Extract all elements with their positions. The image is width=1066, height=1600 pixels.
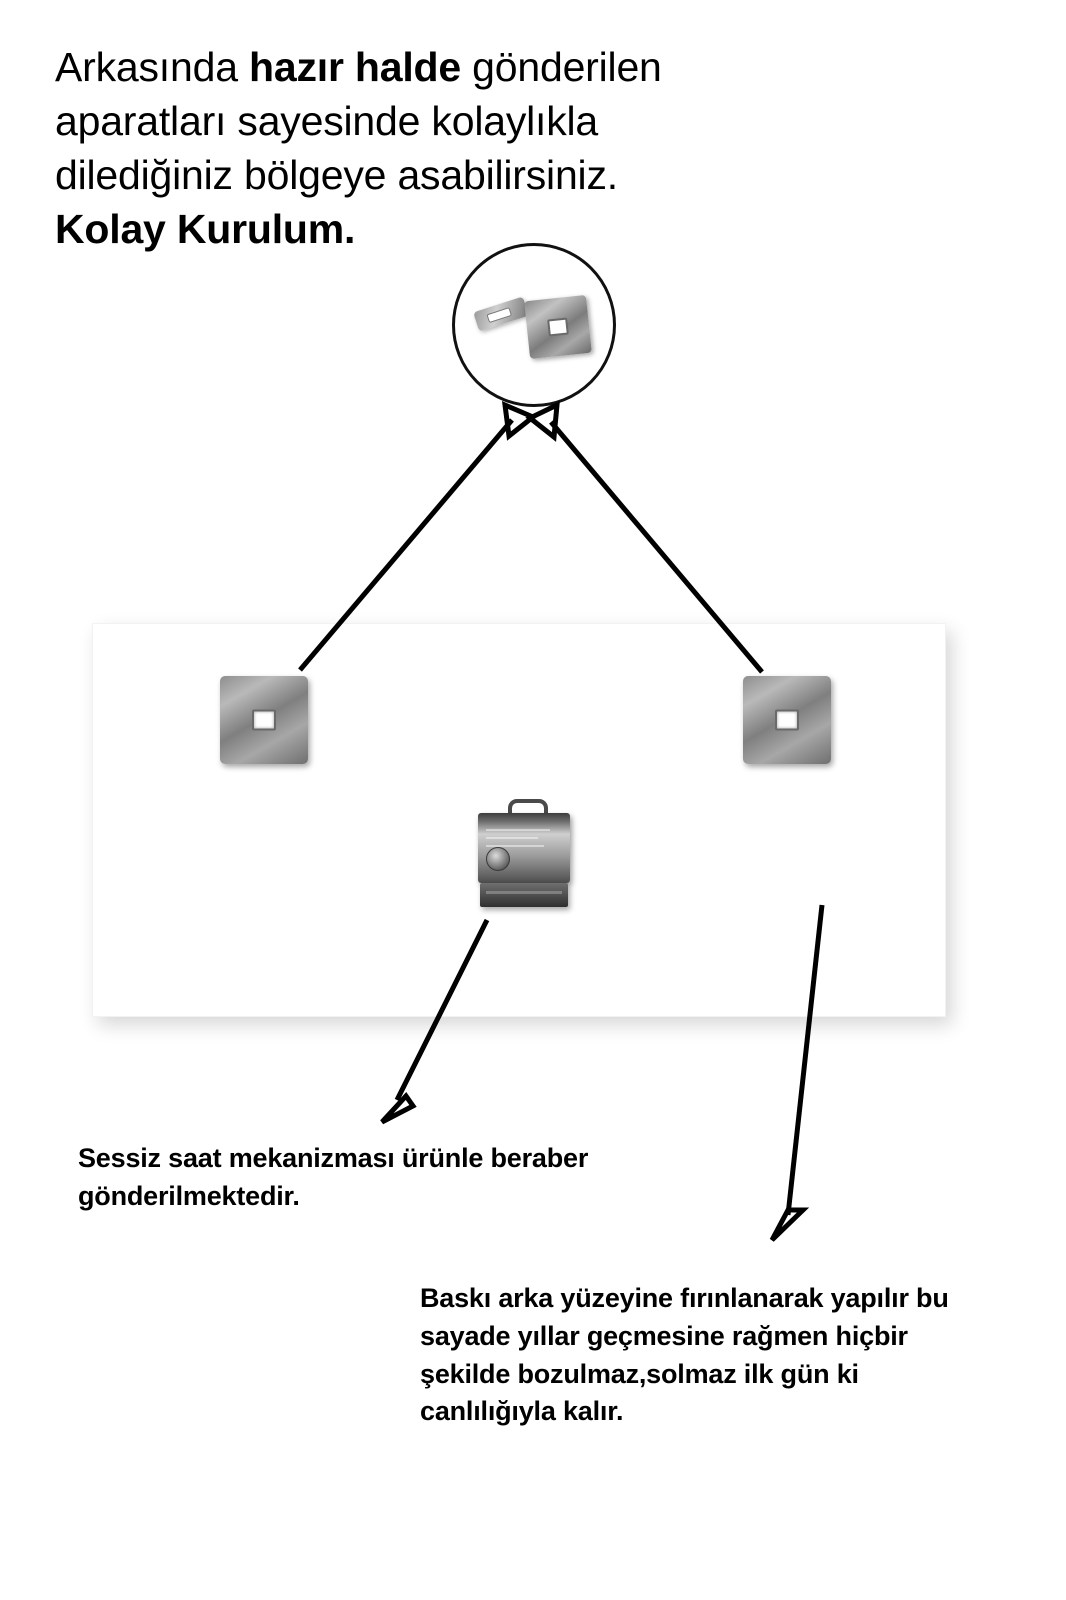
headline-line3: dilediğiniz bölgeye asabilirsiniz. [55, 152, 618, 199]
mechanism-text-line [486, 829, 550, 831]
mechanism-body [478, 813, 570, 883]
detail-circle [452, 243, 616, 407]
mechanism-base [480, 883, 568, 907]
headline-line1-post: gönderilen [460, 44, 662, 90]
hanger-plate-right [743, 676, 831, 764]
wall-clip-icon [473, 296, 529, 331]
mounting-plate-icon [524, 295, 592, 359]
caption-mechanism: Sessiz saat mekanizması ürünle beraber gönderilmektedir. [78, 1143, 589, 1211]
headline-text [55, 40, 855, 256]
headline-line2: aparatları sayesinde kolaylıkla [55, 98, 599, 145]
clock-mechanism [478, 799, 570, 911]
headline-line1-pre: Arkasında [55, 44, 249, 90]
caption-print: Baskı arka yüzeyine fırınlanarak yapılır bu sayade yıllar geçmesine rağmen hiçbir şekilde bozulmaz,solmaz ilk gün ki canlılığıyla kalır. [420, 1283, 949, 1427]
mechanism-dial [486, 847, 510, 871]
headline-line1-bold: hazır halde [249, 44, 461, 90]
hanger-plate-left [220, 676, 308, 764]
mechanism-text-line [486, 837, 538, 839]
headline-line4: Kolay Kurulum. [55, 206, 356, 253]
product-back-panel [92, 623, 946, 1017]
